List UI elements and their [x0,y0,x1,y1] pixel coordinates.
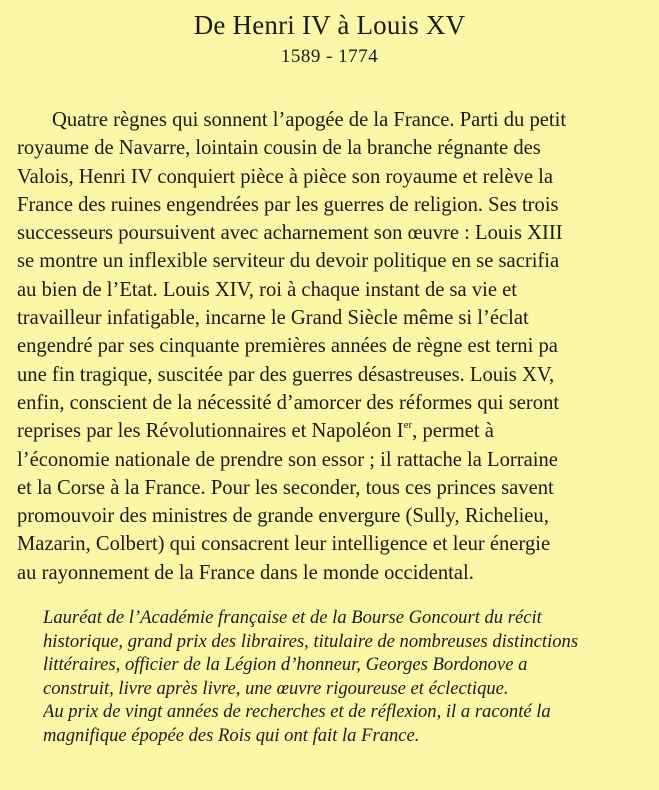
summary-line: l’économie nationale de prendre son essor ; il rattache la Lorraine [17,448,558,471]
summary-line: et la Corse à la France. Pour les seconder, tous ces princes savent [17,476,554,499]
summary-line: royaume de Navarre, lointain cousin de la branche régnante des [17,137,541,160]
bio-line: littéraires, officier de la Légion d’honneur, Georges Bordonove a [43,654,528,675]
summary-line: travailleur infatigable, incarne le Grand Siècle même si l’éclat [17,307,529,330]
summary-line: France des ruines engendrées par les guerres de religion. Ses trois [17,193,559,216]
bio-line: Au prix de vingt années de recherches et de réflexion, il a raconté la [43,701,551,722]
summary-line: au rayonnement de la France dans le monde occidental. [17,561,474,584]
summary-line: successeurs poursuivent avec acharnement son œuvre : Louis XIII [17,222,563,245]
summary-line: Valois, Henri IV conquiert pièce à pièce son royaume et relève la [17,165,553,188]
summary-line-napoleon [17,417,659,445]
summary-line: enfin, conscient de la nécessité d’amorcer des réformes qui seront [17,391,560,414]
summary-line: Mazarin, Colbert) qui consacrent leur intelligence et leur énergie [17,533,551,556]
summary-line: se montre un inflexible serviteur du devoir politique en se sacrifia [17,250,560,273]
summary-line: promouvoir des ministres de grande envergure (Sully, Richelieu, [17,505,549,528]
author-bio [43,606,659,747]
summary-line-text: reprises par les Révolutionnaires et Napoléon I [17,420,404,443]
summary-line: une fin tragique, suscitée par des guerres désastreuses. Louis XV, [17,363,555,386]
summary-line-tail: , permet à [412,420,494,443]
book-title: De Henri IV à Louis XV [193,10,466,40]
summary-line: Quatre règnes qui sonnent l’apogée de la France. Parti du petit [52,109,567,131]
bio-line: historique, grand prix des libraires, titulaire de nombreuses distinctions [43,630,579,652]
bio-line: construit, livre après livre, une œuvre rigoureuse et éclectique. [43,677,509,699]
summary-paragraph [17,106,659,587]
ordinal-superscript: er [403,419,413,432]
reign-dates: 1589 - 1774 [280,46,379,67]
summary-line: au bien de l’Etat. Louis XIV, roi à chaque instant de sa vie et [17,278,518,301]
bio-line: Lauréat de l’Académie française et de la Bourse Goncourt du récit [43,607,542,628]
summary-line: engendré par ses cinquante premières années de règne est terni pa [17,335,558,358]
bio-line: magnifique épopée des Rois qui ont fait la France. [43,724,420,746]
